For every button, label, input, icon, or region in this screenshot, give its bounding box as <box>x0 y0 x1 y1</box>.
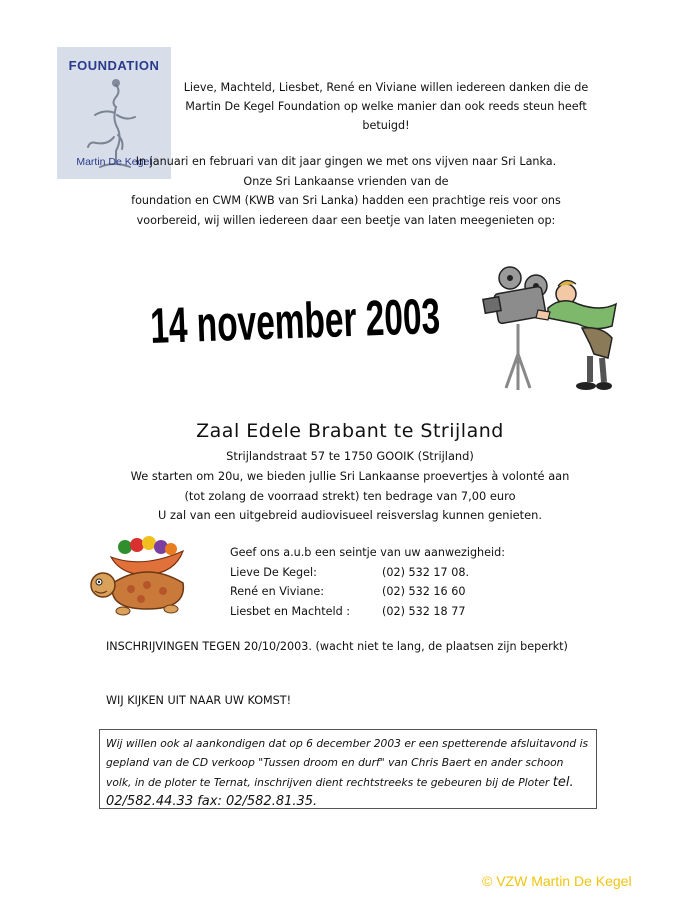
trip-line-1: In januari en februari van dit jaar gingen we met ons vijven naar Sri Lanka. <box>135 155 557 168</box>
contact-row <box>230 582 505 602</box>
contact-name: René en Viviane: <box>230 585 325 598</box>
notice-contact: tel. 02/582.44.33 fax: 02/582.81.35. <box>106 774 574 810</box>
trip-paragraph <box>100 152 592 230</box>
contact-phone: (02) 532 16 60 <box>382 585 466 598</box>
contact-phone: (02) 532 18 77 <box>382 604 466 618</box>
contact-row <box>230 602 505 622</box>
notice-text <box>106 734 590 812</box>
contact-row <box>230 563 505 583</box>
event-date <box>140 272 585 362</box>
cameraman-icon <box>478 264 608 394</box>
venue-address: Strijlandstraat 57 te 1750 GOOIK (Strijland) <box>226 449 474 463</box>
notice-box <box>99 729 597 809</box>
details-line-1: We starten om 20u, we bieden jullie Sri Lankaanse proevertjes à volonté aan <box>130 468 570 483</box>
registration-note: INSCHRIJVINGEN TEGEN 20/10/2003. (wacht niet te lang, de plaatsen zijn beperkt) <box>106 640 568 653</box>
notice-body: Wij willen ook al aankondigen dat op 6 december 2003 er een spetterende afsluitavond is gepland van de CD verkoop "Tussen droom en durf" van Chris Baert en ander schoon volk, in de ploter te Ternat, inschrijven dient rechtstreeks te gebeuren bij de Ploter <box>106 737 589 789</box>
event-details <box>100 447 600 526</box>
trip-line-3: foundation en CWM (KWB van Sri Lanka) hadden een prachtige reis voor ons voorbereid, wij willen iedereen daar een beetje van laten meegenieten op: <box>131 194 561 227</box>
contact-intro: Geef ons a.u.b een seintje van uw aanwezigheid: <box>230 546 506 559</box>
event-date-text: 14 november 2003 <box>149 282 585 355</box>
turtle-fruit-icon <box>83 533 193 618</box>
logo-title: FOUNDATION <box>68 58 160 73</box>
details-line-3: U zal van een uitgebreid audiovisueel reisverslag kunnen genieten. <box>158 508 542 523</box>
contact-name: Lieve De Kegel: <box>230 565 317 579</box>
contact-block <box>230 543 505 621</box>
logo-subtitle: Martin De Kegel <box>76 156 152 168</box>
contact-phone: (02) 532 17 08. <box>382 565 470 579</box>
trip-line-2: Onze Sri Lankaanse vrienden van de <box>243 174 449 188</box>
copyright: © VZW Martin De Kegel <box>482 873 632 889</box>
contact-name: Liesbet en Machteld : <box>230 604 351 618</box>
welcome-text: WIJ KIJKEN UIT NAAR UW KOMST! <box>106 694 292 707</box>
details-line-2: (tot zolang de voorraad strekt) ten bedrage van 7,00 euro <box>184 488 516 503</box>
venue-title: Zaal Edele Brabant te Strijland <box>196 420 504 442</box>
intro-text: Lieve, Machteld, Liesbet, René en Viviane willen iedereen danken die de Martin De Kegel Foundation op welke manier dan ook reeds steun heeft betuigd! <box>183 81 589 132</box>
